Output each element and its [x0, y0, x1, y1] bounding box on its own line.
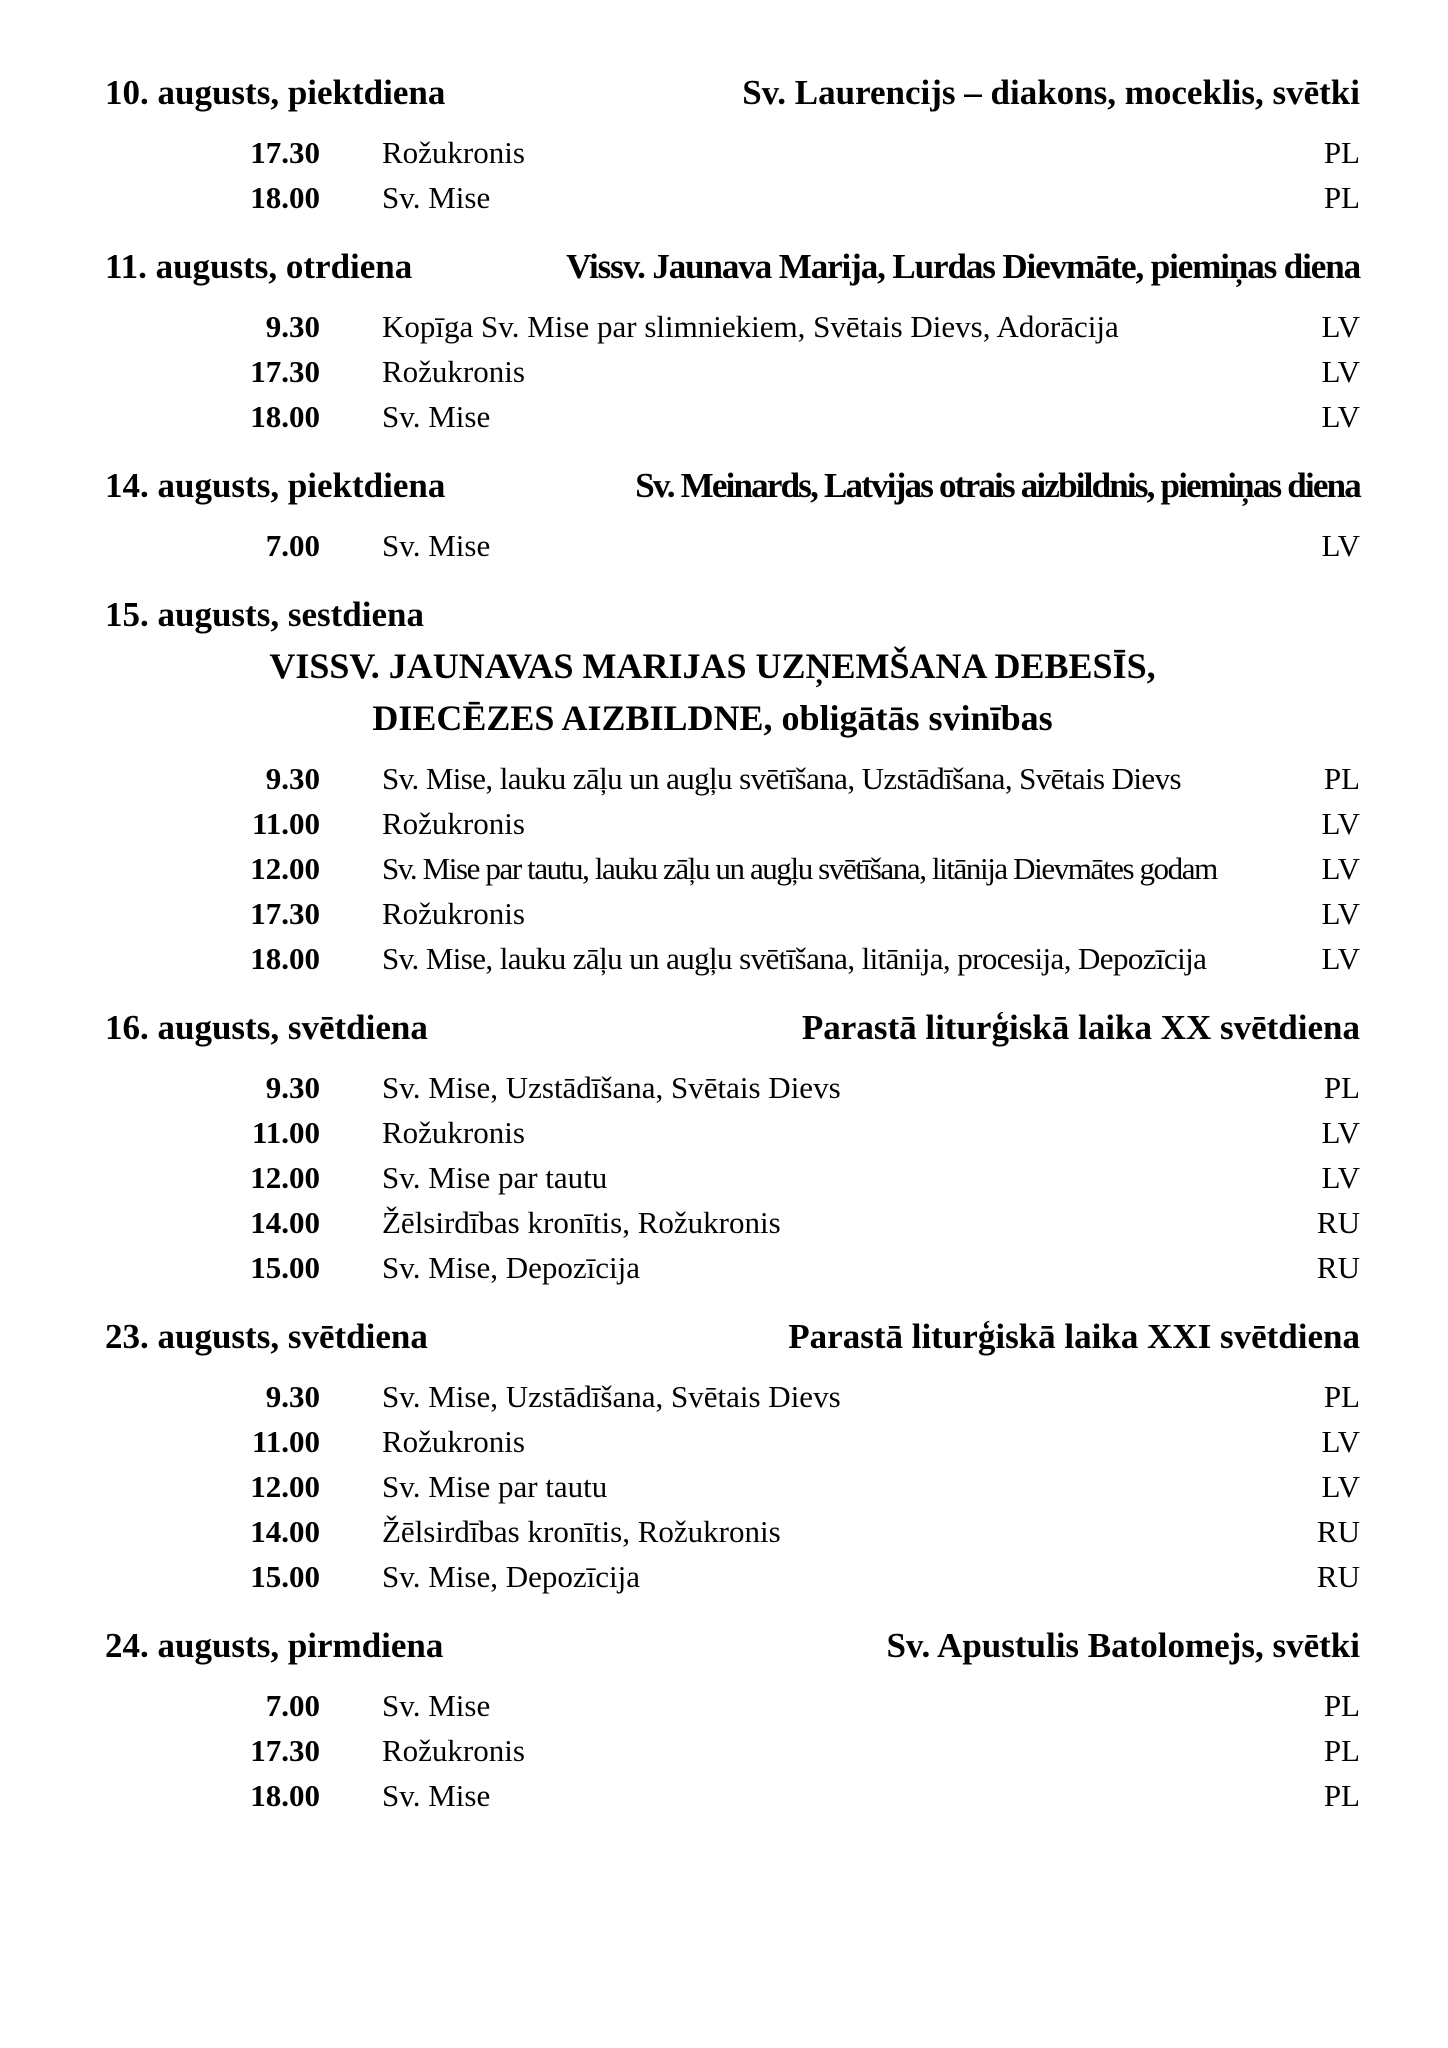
event-time: 9.30: [265, 1070, 320, 1105]
event-list: [105, 756, 1360, 981]
event-description: Kopīga Sv. Mise par slimniekiem, Svētais Dievs, Adorācija: [382, 309, 1119, 344]
event-description: Sv. Mise, Uzstādīšana, Svētais Dievs: [382, 1070, 841, 1105]
event-row: [105, 523, 1360, 568]
event-row: [105, 1065, 1360, 1110]
solemnity-title-line: DIECĒZES AIZBILDNE, obligātās svinības: [372, 698, 1053, 738]
event-row: [105, 1245, 1360, 1290]
event-row: [105, 756, 1360, 801]
event-description: Rožukronis: [382, 135, 525, 170]
event-time: 14.00: [250, 1205, 320, 1240]
event-language: PL: [1323, 135, 1360, 170]
event-row: [105, 891, 1360, 936]
event-time: 15.00: [250, 1559, 320, 1594]
day-header: [105, 242, 1360, 292]
event-description: Rožukronis: [382, 1424, 525, 1459]
day-date: 11. augusts, otrdiena: [105, 247, 413, 286]
day-date: 10. augusts, piektdiena: [105, 73, 446, 112]
event-time: 12.00: [250, 1469, 320, 1504]
day-feast: Sv. Apustulis Batolomejs, svētki: [886, 1626, 1360, 1665]
event-list: [105, 1683, 1360, 1818]
day-header: [105, 590, 1360, 640]
event-description: Rožukronis: [382, 1733, 525, 1768]
event-description: Sv. Mise, Depozīcija: [382, 1250, 640, 1285]
event-description: Sv. Mise: [382, 399, 491, 434]
day-section: [105, 1312, 1360, 1599]
event-time: 14.00: [250, 1514, 320, 1549]
event-row: [105, 846, 1360, 891]
event-language: PL: [1323, 761, 1360, 796]
event-language: RU: [1316, 1205, 1360, 1240]
event-language: LV: [1321, 851, 1360, 886]
event-description: Žēlsirdības kronītis, Rožukronis: [382, 1205, 781, 1240]
event-description: Sv. Mise, Uzstādīšana, Svētais Dievs: [382, 1379, 841, 1414]
solemnity-title-line: VISSV. JAUNAVAS MARIJAS UZŅEMŠANA DEBESĪS,: [269, 646, 1156, 686]
event-language: LV: [1321, 1424, 1360, 1459]
event-time: 7.00: [265, 528, 320, 563]
day-header: [105, 1003, 1360, 1053]
event-description: Rožukronis: [382, 1115, 525, 1150]
event-description: Sv. Mise: [382, 1778, 491, 1813]
event-description: Sv. Mise, Depozīcija: [382, 1559, 640, 1594]
event-time: 12.00: [250, 851, 320, 886]
event-list: [105, 1374, 1360, 1599]
day-section: [105, 242, 1360, 439]
day-section: [105, 461, 1360, 568]
event-time: 17.30: [250, 896, 320, 931]
event-time: 17.30: [250, 354, 320, 389]
event-language: LV: [1321, 528, 1360, 563]
event-time: 9.30: [265, 309, 320, 344]
event-row: [105, 1155, 1360, 1200]
event-row: [105, 349, 1360, 394]
day-feast: Vissv. Jaunava Marija, Lurdas Dievmāte, piemiņas diena: [566, 247, 1360, 286]
event-list: [105, 523, 1360, 568]
event-list: [105, 130, 1360, 220]
event-time: 17.30: [250, 135, 320, 170]
day-section: [105, 1003, 1360, 1290]
day-date: 15. augusts, sestdiena: [105, 595, 424, 634]
day-feast: Parastā liturģiskā laika XXI svētdiena: [788, 1317, 1360, 1356]
event-time: 12.00: [250, 1160, 320, 1195]
event-language: LV: [1321, 1115, 1360, 1150]
event-description: Sv. Mise: [382, 180, 491, 215]
event-time: 18.00: [250, 1778, 320, 1813]
day-section: [105, 590, 1360, 981]
day-date: 16. augusts, svētdiena: [105, 1008, 428, 1047]
day-header: [105, 68, 1360, 118]
event-row: [105, 801, 1360, 846]
day-date: 23. augusts, svētdiena: [105, 1317, 428, 1356]
day-feast: Parastā liturģiskā laika XX svētdiena: [801, 1008, 1360, 1047]
event-row: [105, 130, 1360, 175]
day-header: [105, 1621, 1360, 1671]
event-time: 11.00: [251, 1424, 320, 1459]
event-language: PL: [1323, 1733, 1360, 1768]
event-language: LV: [1321, 941, 1360, 976]
event-row: [105, 1554, 1360, 1599]
event-description: Sv. Mise, lauku zāļu un augļu svētīšana, Uzstādīšana, Svētais Dievs: [382, 761, 1181, 796]
event-row: [105, 1683, 1360, 1728]
event-language: LV: [1321, 896, 1360, 931]
event-description: Sv. Mise, lauku zāļu un augļu svētīšana, litānija, procesija, Depozīcija: [382, 941, 1207, 976]
event-row: [105, 1464, 1360, 1509]
event-list: [105, 1065, 1360, 1290]
event-time: 7.00: [265, 1688, 320, 1723]
day-header: [105, 461, 1360, 511]
day-section: [105, 68, 1360, 220]
event-time: 15.00: [250, 1250, 320, 1285]
day-date: 14. augusts, piektdiena: [105, 466, 446, 505]
event-row: [105, 936, 1360, 981]
event-language: RU: [1316, 1514, 1360, 1549]
event-language: LV: [1321, 354, 1360, 389]
event-language: RU: [1316, 1250, 1360, 1285]
day-header: [105, 1312, 1360, 1362]
day-feast: Sv. Laurencijs – diakons, moceklis, svētki: [742, 73, 1360, 112]
event-time: 18.00: [250, 180, 320, 215]
event-row: [105, 394, 1360, 439]
event-language: LV: [1321, 399, 1360, 434]
event-time: 11.00: [251, 806, 320, 841]
event-row: [105, 1509, 1360, 1554]
day-feast: Sv. Meinards, Latvijas otrais aizbildnis, piemiņas diena: [635, 466, 1360, 505]
day-date: 24. augusts, pirmdiena: [105, 1626, 444, 1665]
event-row: [105, 304, 1360, 349]
event-description: Sv. Mise par tautu, lauku zāļu un augļu svētīšana, litānija Dievmātes godam: [382, 851, 1217, 886]
event-language: LV: [1321, 1160, 1360, 1195]
event-language: LV: [1321, 1469, 1360, 1504]
event-description: Rožukronis: [382, 896, 525, 931]
event-row: [105, 1773, 1360, 1818]
event-time: 18.00: [250, 399, 320, 434]
event-time: 9.30: [265, 1379, 320, 1414]
event-language: RU: [1316, 1559, 1360, 1594]
event-language: PL: [1323, 180, 1360, 215]
event-language: PL: [1323, 1688, 1360, 1723]
event-language: LV: [1321, 806, 1360, 841]
event-language: PL: [1323, 1778, 1360, 1813]
event-description: Rožukronis: [382, 354, 525, 389]
solemnity-title: [105, 640, 1360, 744]
event-time: 18.00: [250, 941, 320, 976]
event-list: [105, 304, 1360, 439]
event-language: PL: [1323, 1070, 1360, 1105]
event-row: [105, 1200, 1360, 1245]
event-time: 11.00: [251, 1115, 320, 1150]
event-language: LV: [1321, 309, 1360, 344]
day-section: [105, 1621, 1360, 1818]
event-description: Sv. Mise: [382, 1688, 491, 1723]
event-row: [105, 1728, 1360, 1773]
event-description: Sv. Mise par tautu: [382, 1160, 608, 1195]
event-description: Žēlsirdības kronītis, Rožukronis: [382, 1514, 781, 1549]
event-time: 9.30: [265, 761, 320, 796]
event-description: Rožukronis: [382, 806, 525, 841]
event-description: Sv. Mise par tautu: [382, 1469, 608, 1504]
event-row: [105, 1419, 1360, 1464]
event-description: Sv. Mise: [382, 528, 491, 563]
event-time: 17.30: [250, 1733, 320, 1768]
event-row: [105, 1374, 1360, 1419]
event-language: PL: [1323, 1379, 1360, 1414]
event-row: [105, 175, 1360, 220]
event-row: [105, 1110, 1360, 1155]
